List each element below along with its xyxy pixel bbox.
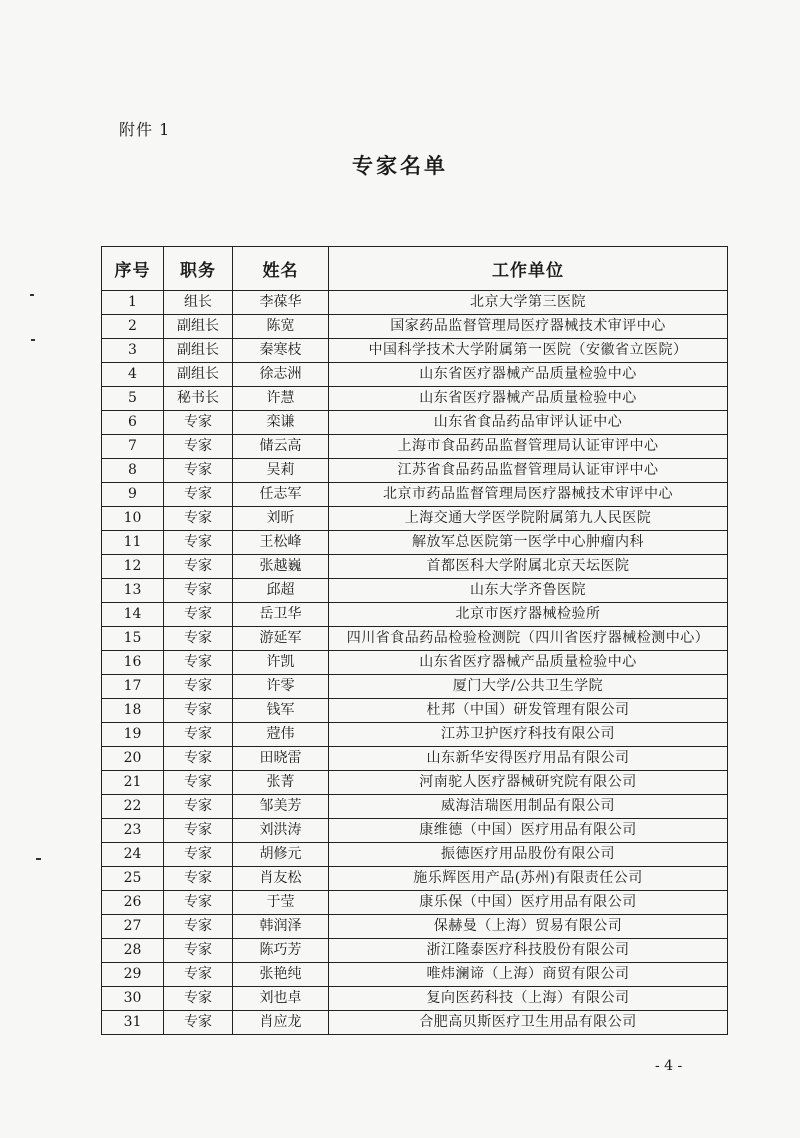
cell-serial-number: 22 — [102, 795, 164, 819]
cell-work-unit: 北京大学第三医院 — [329, 291, 728, 315]
cell-work-unit: 四川省食品药品检验检测院（四川省医疗器械检测中心） — [329, 627, 728, 651]
cell-work-unit: 山东新华安得医疗用品有限公司 — [329, 747, 728, 771]
cell-role: 专家 — [164, 795, 233, 819]
cell-work-unit: 解放军总医院第一医学中心肿瘤内科 — [329, 531, 728, 555]
expert-table — [101, 246, 728, 1035]
table-row — [102, 867, 728, 891]
cell-work-unit: 山东省食品药品审评认证中心 — [329, 411, 728, 435]
table-row — [102, 675, 728, 699]
cell-role: 专家 — [164, 867, 233, 891]
cell-role: 秘书长 — [164, 387, 233, 411]
cell-work-unit: 国家药品监督管理局医疗器械技术审评中心 — [329, 315, 728, 339]
cell-name: 岳卫华 — [233, 603, 329, 627]
cell-work-unit: 山东省医疗器械产品质量检验中心 — [329, 363, 728, 387]
cell-role: 专家 — [164, 723, 233, 747]
cell-serial-number: 30 — [102, 987, 164, 1011]
cell-serial-number: 13 — [102, 579, 164, 603]
cell-role: 专家 — [164, 603, 233, 627]
cell-name: 张越巍 — [233, 555, 329, 579]
cell-work-unit: 厦门大学/公共卫生学院 — [329, 675, 728, 699]
table-row — [102, 339, 728, 363]
cell-serial-number: 19 — [102, 723, 164, 747]
cell-serial-number: 17 — [102, 675, 164, 699]
cell-name: 徐志洲 — [233, 363, 329, 387]
table-row — [102, 699, 728, 723]
cell-serial-number: 25 — [102, 867, 164, 891]
cell-work-unit: 康维德（中国）医疗用品有限公司 — [329, 819, 728, 843]
cell-role: 专家 — [164, 747, 233, 771]
header-role: 职务 — [164, 247, 233, 291]
table-row — [102, 891, 728, 915]
cell-work-unit: 康乐保（中国）医疗用品有限公司 — [329, 891, 728, 915]
cell-work-unit: 复向医药科技（上海）有限公司 — [329, 987, 728, 1011]
cell-name: 许慧 — [233, 387, 329, 411]
cell-name: 许凯 — [233, 651, 329, 675]
cell-role: 专家 — [164, 843, 233, 867]
cell-name: 邹美芳 — [233, 795, 329, 819]
page-number: - 4 - — [655, 1058, 683, 1074]
cell-name: 刘昕 — [233, 507, 329, 531]
cell-role: 副组长 — [164, 339, 233, 363]
cell-serial-number: 26 — [102, 891, 164, 915]
cell-role: 专家 — [164, 627, 233, 651]
cell-work-unit: 唯炜澜谛（上海）商贸有限公司 — [329, 963, 728, 987]
cell-role: 专家 — [164, 483, 233, 507]
table-row — [102, 795, 728, 819]
cell-serial-number: 14 — [102, 603, 164, 627]
cell-work-unit: 合肥高贝斯医疗卫生用品有限公司 — [329, 1011, 728, 1035]
cell-work-unit: 江苏省食品药品监督管理局认证审评中心 — [329, 459, 728, 483]
cell-name: 肖友松 — [233, 867, 329, 891]
cell-serial-number: 8 — [102, 459, 164, 483]
cell-work-unit: 河南驼人医疗器械研究院有限公司 — [329, 771, 728, 795]
cell-serial-number: 10 — [102, 507, 164, 531]
cell-role: 副组长 — [164, 315, 233, 339]
table-row — [102, 603, 728, 627]
table-row — [102, 651, 728, 675]
cell-name: 刘洪涛 — [233, 819, 329, 843]
cell-role: 专家 — [164, 675, 233, 699]
cell-role: 专家 — [164, 771, 233, 795]
cell-name: 秦寒枝 — [233, 339, 329, 363]
cell-work-unit: 山东大学齐鲁医院 — [329, 579, 728, 603]
cell-name: 邱超 — [233, 579, 329, 603]
table-row — [102, 987, 728, 1011]
cell-serial-number: 31 — [102, 1011, 164, 1035]
table-row — [102, 579, 728, 603]
cell-name: 陈宽 — [233, 315, 329, 339]
table-row — [102, 627, 728, 651]
header-serial-number: 序号 — [102, 247, 164, 291]
cell-work-unit: 浙江隆泰医疗科技股份有限公司 — [329, 939, 728, 963]
cell-name: 蒄伟 — [233, 723, 329, 747]
cell-serial-number: 23 — [102, 819, 164, 843]
cell-serial-number: 12 — [102, 555, 164, 579]
table-row — [102, 843, 728, 867]
cell-serial-number: 28 — [102, 939, 164, 963]
cell-role: 专家 — [164, 819, 233, 843]
table-row — [102, 771, 728, 795]
cell-name: 张菁 — [233, 771, 329, 795]
cell-serial-number: 18 — [102, 699, 164, 723]
scan-speck — [36, 858, 41, 860]
cell-serial-number: 29 — [102, 963, 164, 987]
cell-serial-number: 16 — [102, 651, 164, 675]
cell-role: 专家 — [164, 435, 233, 459]
table-row — [102, 555, 728, 579]
cell-serial-number: 27 — [102, 915, 164, 939]
cell-name: 王松峰 — [233, 531, 329, 555]
cell-serial-number: 24 — [102, 843, 164, 867]
cell-role: 专家 — [164, 411, 233, 435]
cell-name: 任志军 — [233, 483, 329, 507]
cell-name: 钱军 — [233, 699, 329, 723]
cell-name: 游延军 — [233, 627, 329, 651]
cell-role: 专家 — [164, 699, 233, 723]
table-row — [102, 819, 728, 843]
table-row — [102, 507, 728, 531]
cell-name: 储云高 — [233, 435, 329, 459]
cell-role: 专家 — [164, 891, 233, 915]
cell-work-unit: 江苏卫护医疗科技有限公司 — [329, 723, 728, 747]
cell-work-unit: 威海洁瑞医用制品有限公司 — [329, 795, 728, 819]
cell-name: 张艳纯 — [233, 963, 329, 987]
cell-name: 陈巧芳 — [233, 939, 329, 963]
cell-role: 专家 — [164, 1011, 233, 1035]
cell-role: 专家 — [164, 459, 233, 483]
table-row — [102, 435, 728, 459]
table-row — [102, 387, 728, 411]
cell-serial-number: 4 — [102, 363, 164, 387]
cell-name: 于莹 — [233, 891, 329, 915]
table-row — [102, 291, 728, 315]
header-work-unit: 工作单位 — [329, 247, 728, 291]
cell-work-unit: 保赫曼（上海）贸易有限公司 — [329, 915, 728, 939]
cell-work-unit: 上海市食品药品监督管理局认证审评中心 — [329, 435, 728, 459]
cell-role: 专家 — [164, 555, 233, 579]
scan-speck — [31, 339, 35, 341]
cell-serial-number: 20 — [102, 747, 164, 771]
attachment-label: 附件 1 — [119, 120, 171, 139]
cell-name: 胡修元 — [233, 843, 329, 867]
cell-role: 专家 — [164, 963, 233, 987]
table-row — [102, 939, 728, 963]
table-row — [102, 747, 728, 771]
cell-name: 栾谦 — [233, 411, 329, 435]
cell-work-unit: 山东省医疗器械产品质量检验中心 — [329, 387, 728, 411]
cell-role: 组长 — [164, 291, 233, 315]
cell-work-unit: 北京市医疗器械检验所 — [329, 603, 728, 627]
cell-serial-number: 3 — [102, 339, 164, 363]
table-row — [102, 459, 728, 483]
cell-role: 副组长 — [164, 363, 233, 387]
cell-serial-number: 15 — [102, 627, 164, 651]
cell-work-unit: 首都医科大学附属北京天坛医院 — [329, 555, 728, 579]
cell-name: 吴莉 — [233, 459, 329, 483]
cell-role: 专家 — [164, 987, 233, 1011]
cell-name: 韩润泽 — [233, 915, 329, 939]
table-row — [102, 483, 728, 507]
cell-serial-number: 7 — [102, 435, 164, 459]
table-body — [102, 291, 728, 1035]
cell-name: 李葆华 — [233, 291, 329, 315]
header-name: 姓名 — [233, 247, 329, 291]
table-row — [102, 1011, 728, 1035]
cell-serial-number: 2 — [102, 315, 164, 339]
table-row — [102, 963, 728, 987]
cell-name: 刘也卓 — [233, 987, 329, 1011]
cell-name: 肖应龙 — [233, 1011, 329, 1035]
cell-serial-number: 1 — [102, 291, 164, 315]
cell-name: 田晓雷 — [233, 747, 329, 771]
cell-work-unit: 振德医疗用品股份有限公司 — [329, 843, 728, 867]
table-row — [102, 531, 728, 555]
table-row — [102, 363, 728, 387]
cell-role: 专家 — [164, 939, 233, 963]
cell-role: 专家 — [164, 507, 233, 531]
table-row — [102, 411, 728, 435]
cell-work-unit: 北京市药品监督管理局医疗器械技术审评中心 — [329, 483, 728, 507]
table-row — [102, 915, 728, 939]
cell-serial-number: 6 — [102, 411, 164, 435]
cell-role: 专家 — [164, 915, 233, 939]
table-header-row — [102, 247, 728, 291]
cell-name: 许零 — [233, 675, 329, 699]
table-row — [102, 315, 728, 339]
cell-serial-number: 5 — [102, 387, 164, 411]
cell-serial-number: 11 — [102, 531, 164, 555]
cell-work-unit: 山东省医疗器械产品质量检验中心 — [329, 651, 728, 675]
cell-work-unit: 杜邦（中国）研发管理有限公司 — [329, 699, 728, 723]
cell-serial-number: 21 — [102, 771, 164, 795]
table-row — [102, 723, 728, 747]
scan-speck — [30, 294, 34, 296]
cell-role: 专家 — [164, 531, 233, 555]
cell-role: 专家 — [164, 651, 233, 675]
cell-work-unit: 中国科学技术大学附属第一医院（安徽省立医院） — [329, 339, 728, 363]
cell-work-unit: 施乐辉医用产品(苏州)有限责任公司 — [329, 867, 728, 891]
document-title: 专家名单 — [352, 153, 448, 178]
cell-role: 专家 — [164, 579, 233, 603]
cell-serial-number: 9 — [102, 483, 164, 507]
cell-work-unit: 上海交通大学医学院附属第九人民医院 — [329, 507, 728, 531]
